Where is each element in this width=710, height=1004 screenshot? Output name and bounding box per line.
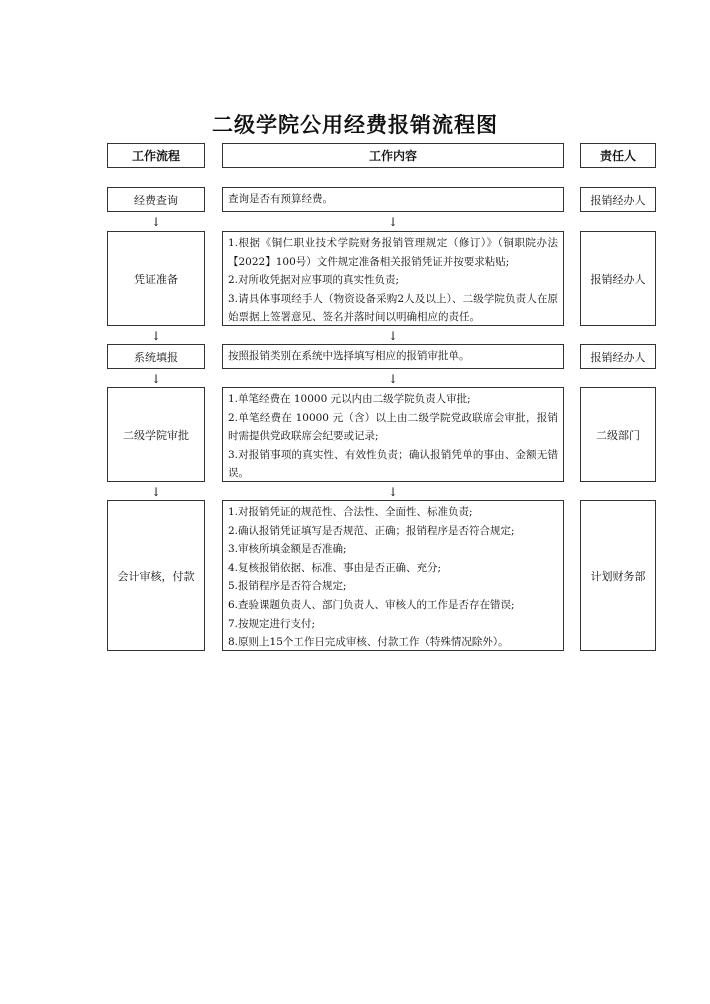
- step-content: [222, 231, 564, 326]
- content-line: 2.对所收凭据对应事项的真实性负责;: [228, 274, 400, 287]
- content-line: 3.对报销事项的真实性、有效性负责；确认报销凭单的事由、金额无错误。: [228, 448, 558, 480]
- responsible-box: [580, 344, 656, 369]
- header-responsible-label: 责任人: [599, 149, 636, 163]
- flow-arrow: ↓: [150, 372, 162, 386]
- step-content: [222, 344, 564, 369]
- content-line: 6.查验课题负责人、部门负责人、审核人的工作是否存在错误;: [228, 598, 515, 611]
- content-line: 查询是否有预算经费。: [228, 193, 333, 206]
- step-name: 二级学院审批: [123, 428, 189, 442]
- step-content: [222, 387, 564, 482]
- header-process: [107, 143, 205, 168]
- step-name: 会计审核，付款: [117, 569, 195, 583]
- content-line: 2.单笔经费在 10000 元（含）以上由二级学院党政联席会审批，报销时需提供党政联席会纪要或记录;: [228, 411, 558, 443]
- flow-arrow: ↓: [150, 329, 162, 343]
- content-line: 5.报销程序是否符合规定;: [228, 580, 347, 593]
- responsible-box: [580, 187, 656, 212]
- step-box: [107, 344, 205, 369]
- step-name: 凭证准备: [134, 272, 178, 286]
- step-box: [107, 387, 205, 482]
- flow-arrow: ↓: [387, 372, 399, 386]
- content-line: 7.按规定进行支付;: [228, 617, 316, 630]
- content-line: 1.对报销凭证的规范性、合法性、全面性、标准负责;: [228, 506, 473, 518]
- content-line: 2.确认报销凭证填写是否规范、正确；报销程序是否符合规定;: [228, 524, 515, 537]
- content-line: 3.请具体事项经手人（物资设备采购2人及以上）、二级学院负责人在原始票据上签署意见、签名并落时间以明确相应的责任。: [228, 292, 558, 324]
- responsible-name: 计划财务部: [590, 569, 646, 583]
- responsible-box: [580, 387, 656, 482]
- step-content: [222, 187, 564, 212]
- responsible-name: 报销经办人: [590, 272, 646, 286]
- content-line: 4.复核报销依据、标准、事由是否正确、充分;: [228, 561, 442, 574]
- flow-arrow: ↓: [387, 329, 399, 343]
- step-box: [107, 187, 205, 212]
- flow-arrow: ↓: [150, 215, 162, 229]
- content-line: 按照报销类别在系统中选择填写相应的报销审批单。: [228, 350, 470, 363]
- content-line: 1.单笔经费在 10000 元以内由二级学院负责人审批;: [228, 393, 471, 405]
- page-title: 二级学院公用经费报销流程图: [212, 113, 498, 137]
- step-name: 系统填报: [134, 350, 178, 364]
- responsible-box: [580, 231, 656, 326]
- step-box: [107, 231, 205, 326]
- header-content: [222, 143, 564, 168]
- flow-arrow: ↓: [150, 485, 162, 499]
- step-content: [222, 500, 564, 651]
- responsible-box: [580, 500, 656, 651]
- content-line: 1.根据《铜仁职业技术学院财务报销管理规定（修订）》（铜职院办法【2022】100号）文件规定准备相关报销凭证并按要求粘贴;: [228, 237, 558, 268]
- header-responsible: [580, 143, 656, 168]
- responsible-name: 报销经办人: [590, 193, 646, 207]
- header-process-label: 工作流程: [131, 149, 180, 163]
- content-line: 8.原则上15个工作日完成审核、付款工作（特殊情况除外）。: [228, 636, 509, 649]
- header-content-label: 工作内容: [368, 149, 417, 163]
- step-box: [107, 500, 205, 651]
- flow-arrow: ↓: [387, 485, 399, 499]
- flow-arrow: ↓: [387, 215, 399, 229]
- responsible-name: 二级部门: [596, 428, 640, 442]
- step-name: 经费查询: [134, 193, 178, 207]
- responsible-name: 报销经办人: [590, 350, 646, 364]
- content-line: 3.审核所填金额是否准确;: [228, 543, 347, 556]
